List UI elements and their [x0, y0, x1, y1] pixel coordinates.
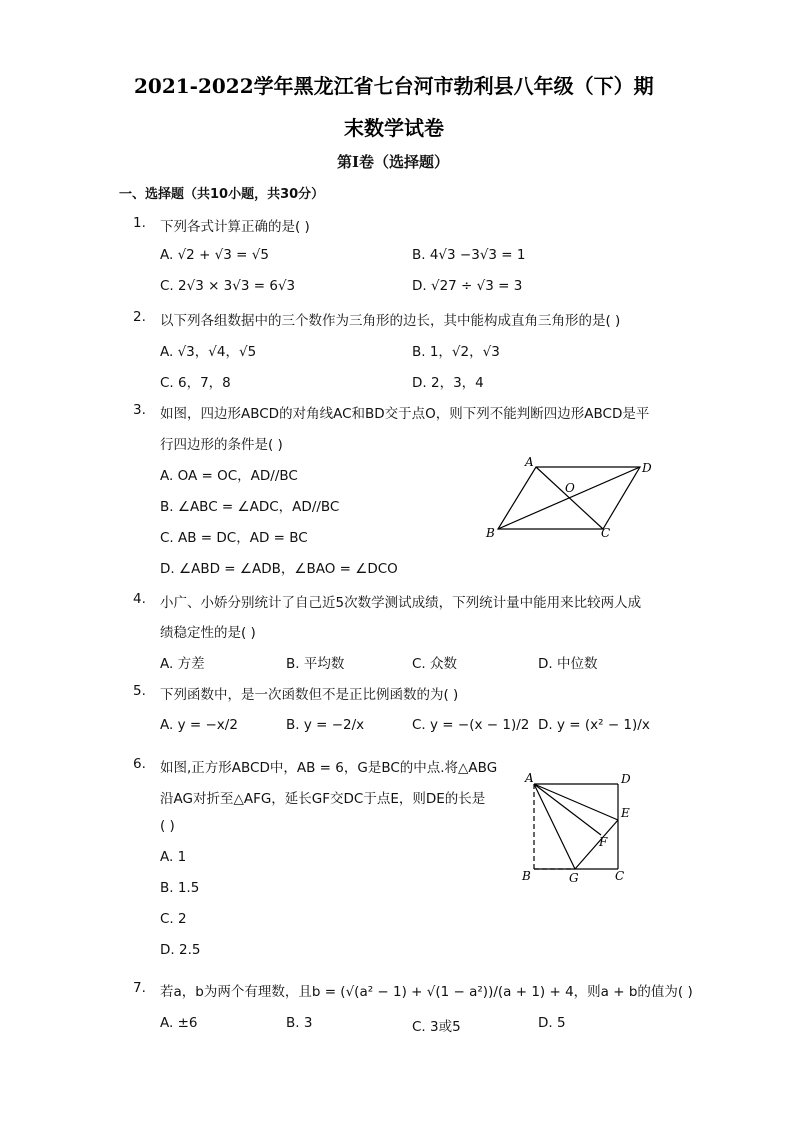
option-a: A. 方差 [160, 656, 205, 672]
question-stem: 以下列各组数据中的三个数作为三角形的边长，其中能构成直角三角形的是( ) [160, 313, 621, 329]
label-c: C [601, 526, 611, 540]
label-a: A [525, 771, 534, 785]
option-c: C. y = −(x − 1)/2 [412, 717, 530, 733]
question-number: 7. [133, 980, 146, 996]
option-b: B. 1，√2，√3 [412, 344, 500, 360]
question-number: 4. [133, 591, 146, 607]
option-b: B. 平均数 [286, 656, 345, 672]
label-o: O [565, 481, 575, 495]
question-number: 1. [133, 215, 146, 231]
option-c: C. 3或5 [412, 1019, 461, 1035]
option-a: A. ±6 [160, 1015, 198, 1031]
option-d: D. √27 ÷ √3 = 3 [412, 278, 523, 294]
option-d: D. 2，3，4 [412, 375, 484, 391]
option-c: C. 2√3 × 3√3 = 6√3 [160, 278, 296, 294]
option-a: A. √3，√4，√5 [160, 344, 257, 360]
option-c: C. AB = DC，AD = BC [160, 530, 308, 546]
option-d: D. 5 [538, 1015, 566, 1031]
option-b: B. y = −2/x [286, 717, 365, 733]
question-stem-cont: 行四边形的条件是( ) [160, 437, 283, 453]
question-number: 5. [133, 683, 146, 699]
option-a: A. y = −x/2 [160, 717, 238, 733]
option-a: A. √2 + √3 = √5 [160, 247, 269, 263]
question-stem-cont: ( ) [160, 818, 175, 834]
label-f: F [599, 835, 608, 849]
part-heading: 第I卷（选择题） [337, 153, 450, 171]
option-b: B. ∠ABC = ∠ADC，AD//BC [160, 499, 340, 515]
label-g: G [569, 871, 579, 885]
option-c: C. 众数 [412, 656, 458, 672]
question-number: 6. [133, 756, 146, 772]
label-c: C [615, 869, 625, 883]
option-a: A. OA = OC，AD//BC [160, 468, 298, 484]
page-title-line2: 末数学试卷 [344, 116, 444, 140]
question-stem: 如图,正方形ABCD中，AB = 6，G是BC的中点.将△ABG [160, 760, 498, 776]
section-heading: 一、选择题（共10小题，共30分） [119, 187, 325, 202]
label-b: B [522, 869, 531, 883]
question-stem: 下列函数中，是一次函数但不是正比例函数的为( ) [160, 687, 459, 703]
option-b: B. 4√3 −3√3 = 1 [412, 247, 526, 263]
question-number: 2. [133, 309, 146, 325]
question-stem-cont: 沿AG对折至△AFG，延长GF交DC于点E，则DE的长是 [160, 791, 486, 807]
question-stem: 若a，b为两个有理数，且b = (√(a² − 1) + √(1 − a²))/(a + 1) + 4，则a + b的值为( ) [160, 984, 693, 1000]
label-d: D [621, 772, 631, 786]
label-d: D [642, 461, 652, 475]
option-b: B. 1.5 [160, 880, 200, 896]
option-c: C. 2 [160, 911, 187, 927]
square-fold-figure [518, 768, 638, 888]
parallelogram-figure [480, 455, 660, 545]
label-b: B [486, 526, 495, 540]
question-stem: 下列各式计算正确的是( ) [160, 219, 310, 235]
option-d: D. y = (x² − 1)/x [538, 717, 650, 733]
option-a: A. 1 [160, 849, 187, 865]
label-e: E [621, 806, 630, 820]
option-b: B. 3 [286, 1015, 313, 1031]
option-c: C. 6，7，8 [160, 375, 231, 391]
option-d: D. ∠ABD = ∠ADB，∠BAO = ∠DCO [160, 561, 398, 577]
label-a: A [525, 455, 534, 469]
option-d: D. 2.5 [160, 942, 201, 958]
question-stem-cont: 绩稳定性的是( ) [160, 625, 256, 641]
question-stem: 如图，四边形ABCD的对角线AC和BD交于点O，则下列不能判断四边形ABCD是平 [160, 406, 650, 422]
page-title-line1: 2021-2022学年黑龙江省七台河市勃利县八年级（下）期 [134, 74, 654, 98]
option-d: D. 中位数 [538, 656, 598, 672]
question-number: 3. [133, 402, 146, 418]
question-stem: 小广、小娇分别统计了自己近5次数学测试成绩，下列统计量中能用来比较两人成 [160, 595, 642, 611]
